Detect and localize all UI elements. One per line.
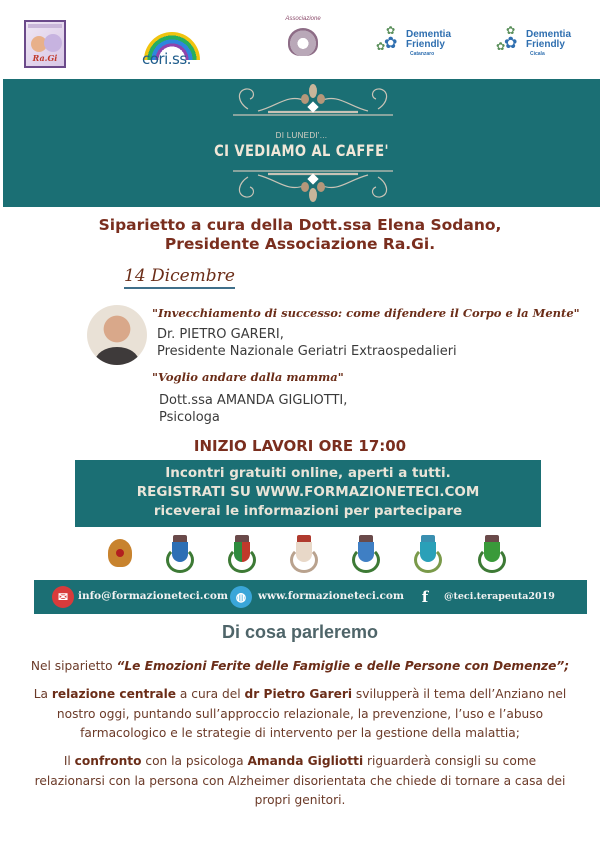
event-date: 14 Dicembre	[124, 266, 235, 289]
logo-coriss	[138, 32, 206, 70]
logo-ragi	[24, 20, 66, 68]
globe-icon: ◍	[230, 586, 252, 608]
organizer-line: Siparietto a cura della Dott.ssa Elena Sodano,	[98, 216, 502, 234]
ornament-icon	[228, 81, 398, 117]
logo-title: Dementia Friendly	[526, 29, 572, 50]
crest-icon	[288, 535, 320, 575]
logo-city: Cicala	[530, 51, 545, 57]
speaker-info	[159, 392, 347, 426]
speaker-info	[157, 326, 457, 360]
partner-logos	[0, 0, 600, 78]
paragraph-relazione: La relazione centrale a cura del dr Pietro Gareri svilupperà il tema dell’Anziano nel nostro oggi, puntando sull’approccio relazionale, la prevenzione, l’uso e l’abuso farmacologico e le strategie di intervento per la gestione della malattia;	[33, 687, 567, 740]
logo-caption	[28, 24, 62, 28]
organizer-credit	[0, 216, 600, 254]
paragraph-intro: Nel siparietto “Le Emozioni Ferite delle Famiglie e delle Persone con Demenze”;	[30, 659, 570, 673]
logo-dementia-friendly-cicala	[496, 26, 574, 62]
speaker-name: Dott.ssa AMANDA GIGLIOTTI,	[159, 393, 348, 408]
header-banner	[3, 79, 600, 207]
contact-bar	[34, 580, 587, 614]
crest-icon	[350, 535, 382, 575]
crest-icon	[476, 535, 508, 575]
logo-illustration	[44, 34, 62, 52]
logo-shell	[272, 16, 334, 70]
crest-icon	[104, 535, 136, 575]
avatar-figure	[95, 347, 139, 365]
crest-icon	[412, 535, 444, 575]
registration-line: riceverai le informazioni per partecipare	[153, 503, 463, 519]
talk-title: "Invecchiamento di successo: come difendere il Corpo e la Mente"	[152, 306, 580, 320]
crest-icon	[226, 535, 258, 575]
contact-website[interactable]: www.formazioneteci.com	[258, 590, 405, 602]
banner-subtitle: DI LUNEDI'...	[275, 131, 328, 140]
section-title: Di cosa parleremo	[221, 622, 379, 642]
logo-ragi-label: Ra.Gi	[32, 53, 58, 63]
speaker-role: Psicologa	[159, 410, 220, 425]
crest-icon	[164, 535, 196, 575]
logo-city: Catanzaro	[410, 51, 435, 57]
registration-link[interactable]: REGISTRATI SU WWW.FORMAZIONETECI.COM	[136, 484, 480, 500]
forget-me-not-icon: ✿ ✿ ✿	[496, 25, 518, 53]
logo-title: Dementia Friendly	[406, 29, 452, 50]
organizer-line: Presidente Associazione Ra.Gi.	[164, 235, 436, 253]
logo-shell-caption: Associazione	[285, 16, 321, 22]
email-icon: ✉	[52, 586, 74, 608]
ornament-icon	[228, 169, 398, 205]
speaker-name: Dr. PIETRO GARERI,	[157, 327, 284, 342]
contact-email[interactable]: info@formazioneteci.com	[78, 590, 228, 602]
logo-coriss-label: cori.ss.	[142, 50, 191, 68]
speaker-avatar	[87, 305, 147, 365]
start-time: INIZIO LAVORI ORE 17:00	[193, 437, 407, 455]
event-quote: “Le Emozioni Ferite delle Famiglie e delle Persone con Demenze”;	[116, 659, 570, 673]
logo-dementia-friendly-catanzaro	[376, 26, 454, 62]
registration-line: Incontri gratuiti online, aperti a tutti.	[165, 465, 451, 481]
paragraph-confronto: Il confronto con la psicologa Amanda Gigliotti riguarderà consigli su come relazionarsi con la persona con Alzheimer disorientata che chiede di tornare a casa dei propri genitori.	[34, 754, 566, 807]
shell-icon	[288, 28, 318, 56]
talk-title: "Voglio andare dalla mamma"	[152, 370, 344, 384]
contact-facebook[interactable]: @teci.terapeuta2019	[444, 591, 555, 602]
registration-box[interactable]	[75, 460, 541, 527]
facebook-icon: f	[421, 588, 429, 606]
banner-title: CI VEDIAMO AL CAFFE'	[214, 141, 389, 160]
municipality-crests	[90, 533, 530, 577]
speaker-role: Presidente Nazionale Geriatri Extraospedalieri	[157, 344, 457, 359]
forget-me-not-icon: ✿ ✿ ✿	[376, 25, 398, 53]
